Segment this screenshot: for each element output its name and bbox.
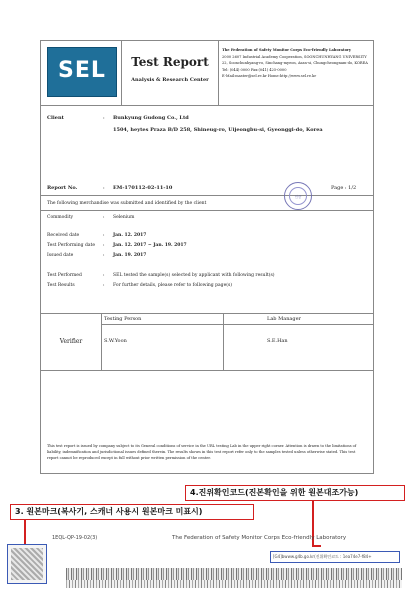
row-colon: : [103, 283, 105, 288]
seal-inner-ring [289, 187, 307, 205]
seal-text: 인증 [294, 195, 302, 199]
org-line: Tel: (044) 0000 Fax:(041) 425-0000 [222, 67, 287, 72]
page-indicator: Page : 1/2 [331, 185, 357, 191]
row-value: Jan. 19. 2017 [113, 253, 147, 258]
verifier-label: Verifier [59, 338, 83, 345]
callout-connector [312, 545, 321, 547]
report-no-value: EM-170112-02-11-10 [113, 185, 173, 191]
testing-person-name: S.W.Yoon [104, 338, 127, 344]
row-value: SEL tested the sample(s) selected by applicant with following result(s) [113, 273, 275, 278]
row-label: Test Results [47, 283, 75, 288]
lab-contact-info [222, 47, 370, 80]
row-label: Received date [47, 233, 80, 238]
intro-text: The following merchandise was submitted and identified by the client [47, 201, 207, 206]
official-seal-stamp [284, 182, 312, 210]
row-value: For further details, please refer to following page(s) [113, 283, 233, 288]
testing-person-header [101, 314, 223, 325]
original-mark-qr [7, 544, 47, 584]
row-colon: : [103, 253, 105, 258]
testing-person-cell [101, 314, 224, 370]
row-colon: : [103, 273, 105, 278]
row-label: Commodity [47, 215, 74, 220]
client-section [41, 105, 373, 199]
org-line: 22, Soonchunhyang-ro, Sinchang-myeon, Asan-si, Chungcheongnam-do, KOREA [222, 61, 368, 65]
row-colon: : [103, 243, 105, 248]
lab-manager-header [223, 314, 373, 325]
divider [41, 210, 373, 211]
testing-person-label: Testing Person [104, 316, 142, 322]
callout-connector [24, 519, 26, 544]
client-label: Client [47, 115, 64, 121]
org-line: 2000 2607 Industrial Academy Cooperation, SOONCHUNHYANG UNIVERSITY [222, 54, 367, 59]
original-mark-callout: 3. 원본마크(복사기, 스캐너 사용시 원본마크 미표시) [10, 504, 254, 520]
org-line: E-Mail:master@sel.re.kr Home:http://www.sel.re.kr [222, 74, 317, 78]
report-subtitle: Analysis & Research Center [131, 77, 209, 83]
verifier-table [41, 313, 373, 371]
lab-manager-cell [223, 314, 373, 370]
row-label: Test Performed [47, 273, 82, 278]
report-no-colon: : [103, 185, 105, 191]
client-colon: : [103, 115, 105, 121]
row-colon: : [103, 233, 105, 238]
authenticity-code-callout: 4.진위확인코드(진본확인을 위한 원본대조가능) [185, 485, 405, 501]
org-line: The Federation of Safety Monitor Corps Eco-friendly Laboratory [222, 48, 351, 52]
security-pattern-strip [66, 568, 402, 580]
security-pattern-strip [66, 580, 402, 588]
lab-manager-label: Lab Manager [267, 316, 301, 322]
row-value: Selenium [113, 215, 135, 220]
qr-pattern [11, 548, 43, 580]
authenticity-code-box: [G4]bwww.g4b.go.kr(진위확인코드 : 1ea74e7-f84+ [270, 551, 400, 563]
verifier-label-cell [41, 314, 102, 370]
row-label: Test Performing date [47, 243, 95, 248]
row-label: Issued date [47, 253, 74, 258]
report-title: Test Report [131, 55, 209, 69]
row-value: Jan. 12. 2017 ~ Jan. 19. 2017 [113, 243, 187, 248]
disclaimer-note: This test report is issued by company subject to its General conditions of service in the URL testing Lab in the upper right corner. Attention is drawn to the limitations of liability, indemnification and jurisdictional issues defined therein. The results shown in this test report refer only to the samples tested unless otherwise stated. This test report cannot be reproduced except in full without prior written permission of the center. [47, 444, 357, 460]
client-name: Bunkyung Gudong Co., Ltd [113, 115, 189, 121]
row-value: Jan. 12. 2017 [113, 233, 147, 238]
logo-text: SEL [58, 58, 106, 83]
client-address: 1504, heytes Praza B/D 258, Shineug-ro, Uijeongbu-si, Gyeonggi-do, Korea [113, 127, 323, 133]
row-colon: : [103, 215, 105, 220]
form-code: 1EQL-QP-19-02(3) [52, 535, 98, 541]
lab-name-footer: The Federation of Safety Monitor Corps Eco-friendly Laboratory [172, 535, 347, 541]
report-header [41, 41, 373, 106]
report-no-label: Report No. [47, 185, 78, 191]
lab-manager-name: S.E.Han [267, 338, 288, 344]
test-report-document [40, 40, 374, 474]
sel-logo [47, 47, 117, 97]
report-title-block [121, 41, 219, 105]
